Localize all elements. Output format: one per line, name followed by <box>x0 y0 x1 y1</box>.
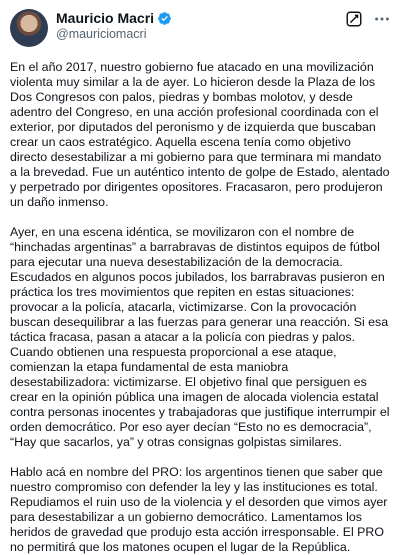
verified-badge-icon <box>157 11 172 26</box>
tweet-paragraph-1: En el año 2017, nuestro gobierno fue atacado en una movilización violenta muy similar a la de ayer. Lo hicieron desde la Plaza de los Dos Congresos con palos, piedras y bombas molotov, y desde adentro del Congreso, en una acción profesional coordinada con el exterior, por diputados del peronismo y de izquierda que buscaban crear un caos estratégico. Aquella escena tenía como objetivo directo desestabilizar a mi gobierno para que terminara mi mandato a la brevedad. Fue un auténtico intento de golpe de Estado, alentado y perpetrado por dirigentes opositores. Fracasaron, pero produjeron un daño inmenso. <box>10 60 390 209</box>
author-display-name[interactable]: Mauricio Macri <box>56 10 155 26</box>
tweet-header <box>10 8 391 48</box>
tweet-text <box>10 60 391 555</box>
more-options-icon[interactable] <box>373 10 391 28</box>
author-info <box>56 10 172 42</box>
avatar[interactable] <box>10 9 48 47</box>
author-handle[interactable]: @mauriciomacri <box>56 27 147 41</box>
tweet-paragraph-2: Ayer, en una escena idéntica, se movilizaron con el nombre de “hinchadas argentinas” a barrabravas de distintos equipos de fútbol para ejecutar una nueva desestabilización de la democracia. Escudados en algunos pocos jubilados, los barrabravas pusieron en práctica los tres movimientos que repiten en estas situaciones: provocar a la policía, atacarla, victimizarse. Con la provocación buscan desequilibrar a las fuerzas para generar una reacción. Si esa táctica fracasa, pasan a atacar a la policía con piedras y palos. Cuando obtienen una respuesta proporcional a ese ataque, comienzan la etapa fundamental de esta maniobra desestabilizadora: victimizarse. El objetivo final que persiguen es crear en la opinión pública una imagen de alocada violencia estatal contra personas inocentes y trabajadoras que justifique interrumpir el orden democrático. Por eso ayer decían “Esto no es democracia”, “Hay que sacarlos, ya” y otras consignas golpistas similares. <box>10 225 390 449</box>
tweet-paragraph-3: Hablo acá en nombre del PRO: los argentinos tienen que saber que nuestro compromiso con defender la ley y las instituciones es total. Repudiamos el ruin uso de la violencia y el desorden que vimos ayer para desestabilizar a un gobierno democrático. Lamentamos los heridos de gravedad que produjo esta acción irresponsable. El PRO no permitirá que los matones ocupen el lugar de la República. <box>10 465 388 554</box>
header-actions <box>345 10 391 28</box>
grok-icon[interactable] <box>345 10 363 28</box>
name-row <box>56 10 172 26</box>
